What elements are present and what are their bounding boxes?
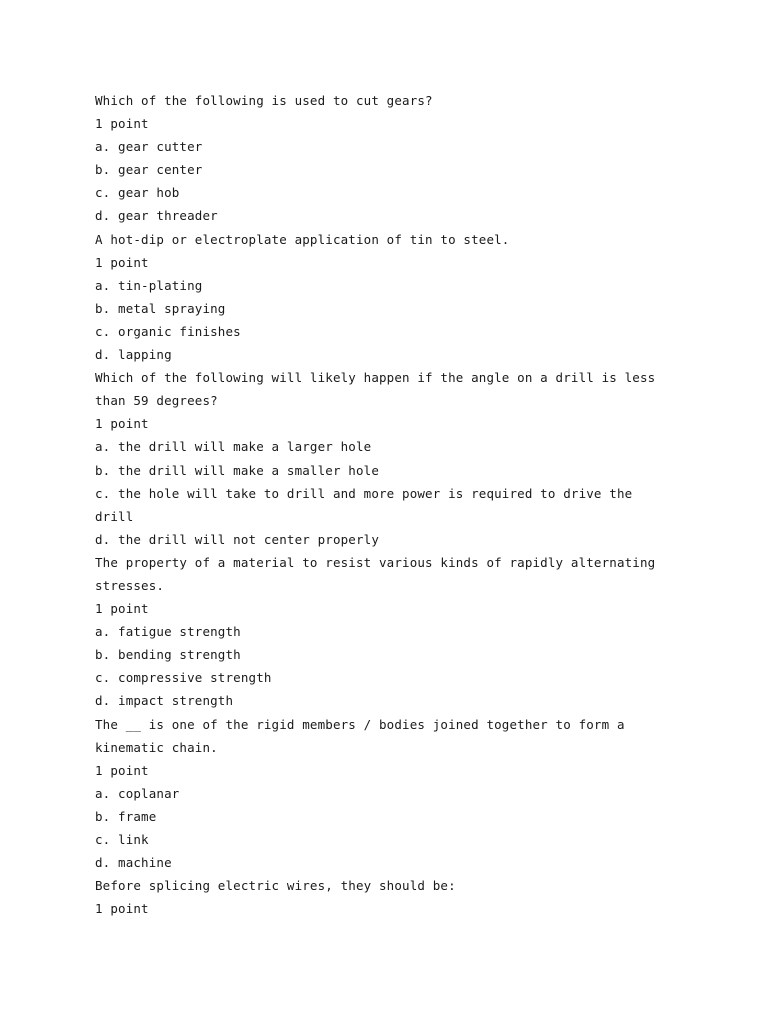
question-2-option-d: d. lapping — [95, 347, 172, 363]
question-2-option-a: a. tin-plating — [95, 277, 203, 293]
question-4-option-d: d. impact strength — [95, 693, 234, 709]
question-4-points: 1 point — [95, 601, 149, 617]
question-6-text: Before splicing electric wires, they should be: — [95, 878, 456, 894]
question-3-text-line-1: Which of the following will likely happen if the angle on a drill is less — [95, 370, 656, 386]
question-5-points: 1 point — [95, 762, 149, 778]
question-5-option-b: b. frame — [95, 808, 157, 824]
question-5-option-d: d. machine — [95, 855, 172, 871]
question-4-option-c: c. compressive strength — [95, 670, 272, 686]
question-1-option-d: d. gear threader — [95, 208, 218, 224]
question-1-option-b: b. gear center — [95, 162, 203, 178]
question-4-option-a: a. fatigue strength — [95, 624, 241, 640]
question-2-option-c: c. organic finishes — [95, 323, 241, 339]
question-3-option-b: b. the drill will make a smaller hole — [95, 462, 379, 478]
question-5-option-c: c. link — [95, 832, 149, 847]
question-document — [95, 89, 735, 920]
question-1-option-c: c. gear hob — [95, 185, 180, 201]
question-1-option-a: a. gear cutter — [95, 139, 203, 155]
question-3-option-c-line-1: c. the hole will take to drill and more power is required to drive the — [95, 485, 633, 501]
question-4-text-line-1: The property of a material to resist various kinds of rapidly alternating — [95, 554, 656, 570]
question-5-text-line-1: The __ is one of the rigid members / bodies joined together to form a — [95, 716, 625, 732]
question-3-option-a: a. the drill will make a larger hole — [95, 439, 372, 455]
question-4-option-b: b. bending strength — [95, 647, 241, 663]
question-3-text-line-2: than 59 degrees? — [95, 393, 218, 409]
question-4-text-line-2: stresses. — [95, 577, 165, 593]
question-3-option-c-line-2: drill — [95, 508, 134, 524]
question-3-points: 1 point — [95, 416, 149, 432]
question-2-points: 1 point — [95, 254, 149, 270]
question-6-points: 1 point — [95, 901, 149, 917]
question-2-text: A hot-dip or electroplate application of tin to steel. — [95, 231, 510, 247]
question-5-option-a: a. coplanar — [95, 785, 180, 801]
question-3-option-d: d. the drill will not center properly — [95, 531, 379, 547]
question-1-points: 1 point — [95, 116, 149, 132]
question-5-text-line-2: kinematic chain. — [95, 739, 218, 755]
question-1-text: Which of the following is used to cut gears? — [95, 93, 433, 108]
question-2-option-b: b. metal spraying — [95, 300, 226, 316]
